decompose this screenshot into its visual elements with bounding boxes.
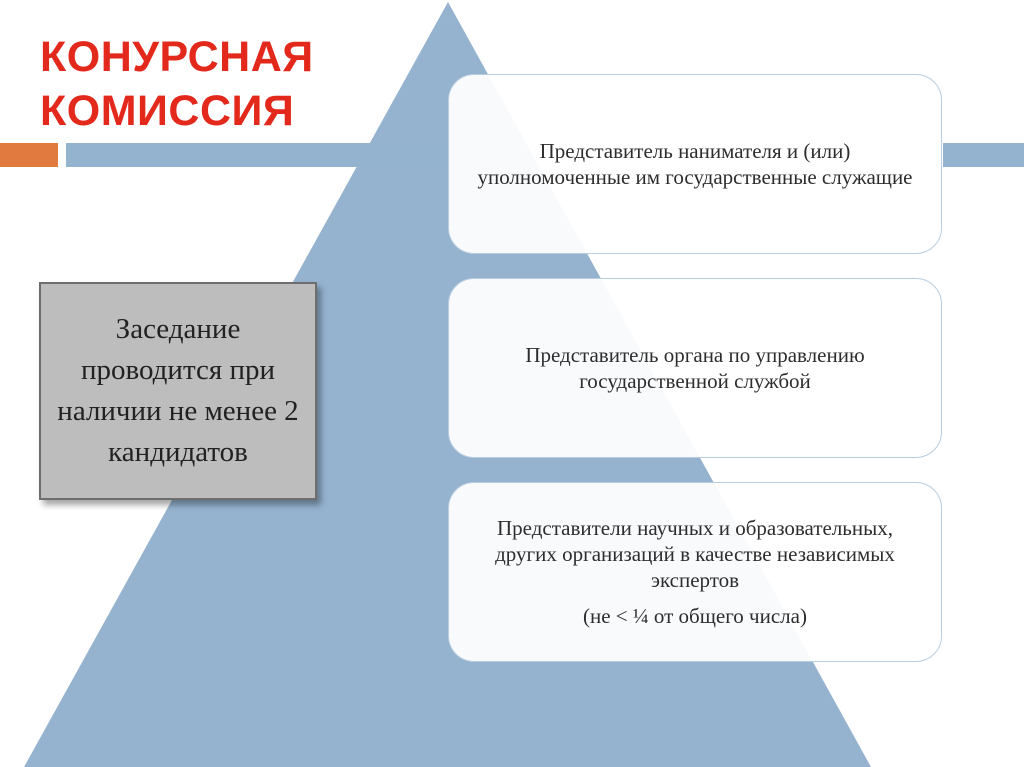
member-box-employer (448, 74, 942, 254)
slide-title-line-2: КОМИССИЯ (40, 87, 295, 135)
slide-title (40, 30, 314, 138)
member-box-text: Представитель органа по управлению государственной службой (525, 343, 865, 393)
accent-bar-blue-left (66, 143, 446, 167)
accent-bar-blue-right (943, 143, 1024, 167)
slide-title-line-1: КОНУРСНАЯ (40, 33, 314, 81)
member-box-text: Представитель нанимателя и (или) уполномоченные им государственные служащие (477, 139, 913, 189)
member-box-text: Представители научных и образовательных, других организаций в качестве независимых экспертов (495, 516, 895, 592)
member-box-independent-experts (448, 482, 942, 662)
member-box-civil-service-agency (448, 278, 942, 458)
member-box-note: (не < ¼ от общего числа) (583, 604, 807, 628)
quorum-note-box (39, 282, 317, 500)
quorum-note-text: Заседание проводится при наличии не менее 2 кандидатов (57, 313, 299, 468)
accent-bar-orange (0, 143, 58, 167)
